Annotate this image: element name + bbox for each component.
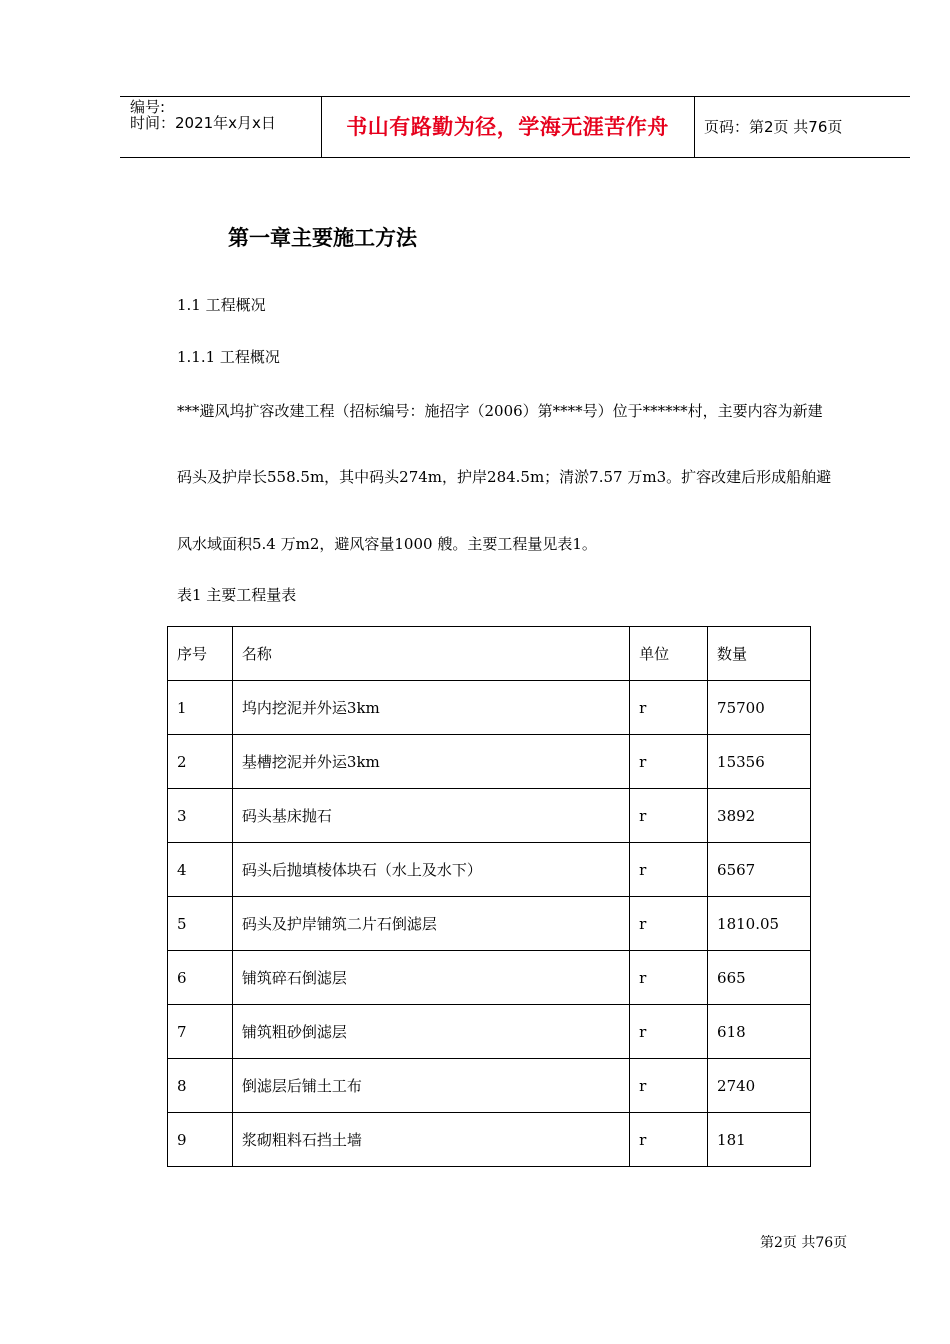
quantity-table bbox=[167, 626, 811, 1167]
table-row bbox=[168, 1005, 811, 1059]
cell-index: 8 bbox=[168, 1059, 233, 1113]
cell-quantity: 665 bbox=[708, 951, 811, 1005]
cell-quantity: 3892 bbox=[708, 789, 811, 843]
cell-quantity: 75700 bbox=[708, 681, 811, 735]
header-cell-index: 序号 bbox=[168, 627, 233, 681]
cell-index: 3 bbox=[168, 789, 233, 843]
cell-quantity: 6567 bbox=[708, 843, 811, 897]
table-row bbox=[168, 681, 811, 735]
table-row bbox=[168, 735, 811, 789]
cell-unit: r bbox=[630, 843, 708, 897]
subsection-heading: 1.1.1 工程概况 bbox=[177, 348, 280, 366]
cell-index: 2 bbox=[168, 735, 233, 789]
page-header bbox=[120, 96, 910, 158]
header-cell-quantity: 数量 bbox=[708, 627, 811, 681]
cell-index: 4 bbox=[168, 843, 233, 897]
header-motto: 书山有路勤为径，学海无涯苦作舟 bbox=[346, 115, 669, 139]
cell-index: 5 bbox=[168, 897, 233, 951]
table-header-row bbox=[168, 627, 811, 681]
table-row bbox=[168, 951, 811, 1005]
cell-name: 浆砌粗料石挡土墙 bbox=[232, 1113, 629, 1167]
cell-quantity: 181 bbox=[708, 1113, 811, 1167]
cell-index: 7 bbox=[168, 1005, 233, 1059]
table-row bbox=[168, 1059, 811, 1113]
cell-unit: r bbox=[630, 735, 708, 789]
cell-unit: r bbox=[630, 1005, 708, 1059]
table-row bbox=[168, 789, 811, 843]
cell-name: 基槽挖泥并外运3km bbox=[232, 735, 629, 789]
table-row bbox=[168, 843, 811, 897]
cell-name: 铺筑碎石倒滤层 bbox=[232, 951, 629, 1005]
cell-unit: r bbox=[630, 951, 708, 1005]
cell-unit: r bbox=[630, 1059, 708, 1113]
header-meta bbox=[128, 97, 320, 157]
header-page-number: 页码：第2页 共76页 bbox=[704, 118, 843, 136]
cell-quantity: 15356 bbox=[708, 735, 811, 789]
document-time-label: 时间：2021年x月x日 bbox=[130, 114, 276, 132]
header-cell-name: 名称 bbox=[232, 627, 629, 681]
cell-index: 1 bbox=[168, 681, 233, 735]
table-caption: 表1 主要工程量表 bbox=[177, 586, 297, 604]
table-row bbox=[168, 897, 811, 951]
paragraph-line: 码头及护岸长558.5m，其中码头274m，护岸284.5m；清淤7.57 万m3。扩容改建后形成船舶避 bbox=[177, 468, 832, 486]
cell-name: 码头基床抛石 bbox=[232, 789, 629, 843]
cell-index: 6 bbox=[168, 951, 233, 1005]
page-footer: 第2页 共76页 bbox=[760, 1235, 848, 1251]
cell-index: 9 bbox=[168, 1113, 233, 1167]
paragraph-line: 风水域面积5.4 万m2，避风容量1000 艘。主要工程量见表1。 bbox=[177, 535, 597, 553]
chapter-title: 第一章主要施工方法 bbox=[228, 226, 417, 250]
cell-name: 码头及护岸铺筑二片石倒滤层 bbox=[232, 897, 629, 951]
cell-unit: r bbox=[630, 681, 708, 735]
header-cell-unit: 单位 bbox=[630, 627, 708, 681]
document-number-label: 编号: bbox=[130, 98, 166, 116]
cell-name: 坞内挖泥并外运3km bbox=[232, 681, 629, 735]
cell-quantity: 1810.05 bbox=[708, 897, 811, 951]
header-divider bbox=[694, 97, 695, 157]
table-row bbox=[168, 1113, 811, 1167]
cell-quantity: 2740 bbox=[708, 1059, 811, 1113]
cell-name: 铺筑粗砂倒滤层 bbox=[232, 1005, 629, 1059]
cell-name: 倒滤层后铺土工布 bbox=[232, 1059, 629, 1113]
cell-quantity: 618 bbox=[708, 1005, 811, 1059]
cell-unit: r bbox=[630, 1113, 708, 1167]
paragraph-line: ***避风坞扩容改建工程（招标编号：施招字（2006）第****号）位于******村，主要内容为新建 bbox=[177, 402, 823, 420]
cell-unit: r bbox=[630, 897, 708, 951]
cell-unit: r bbox=[630, 789, 708, 843]
cell-name: 码头后抛填棱体块石（水上及水下） bbox=[232, 843, 629, 897]
section-heading: 1.1 工程概况 bbox=[177, 296, 266, 314]
